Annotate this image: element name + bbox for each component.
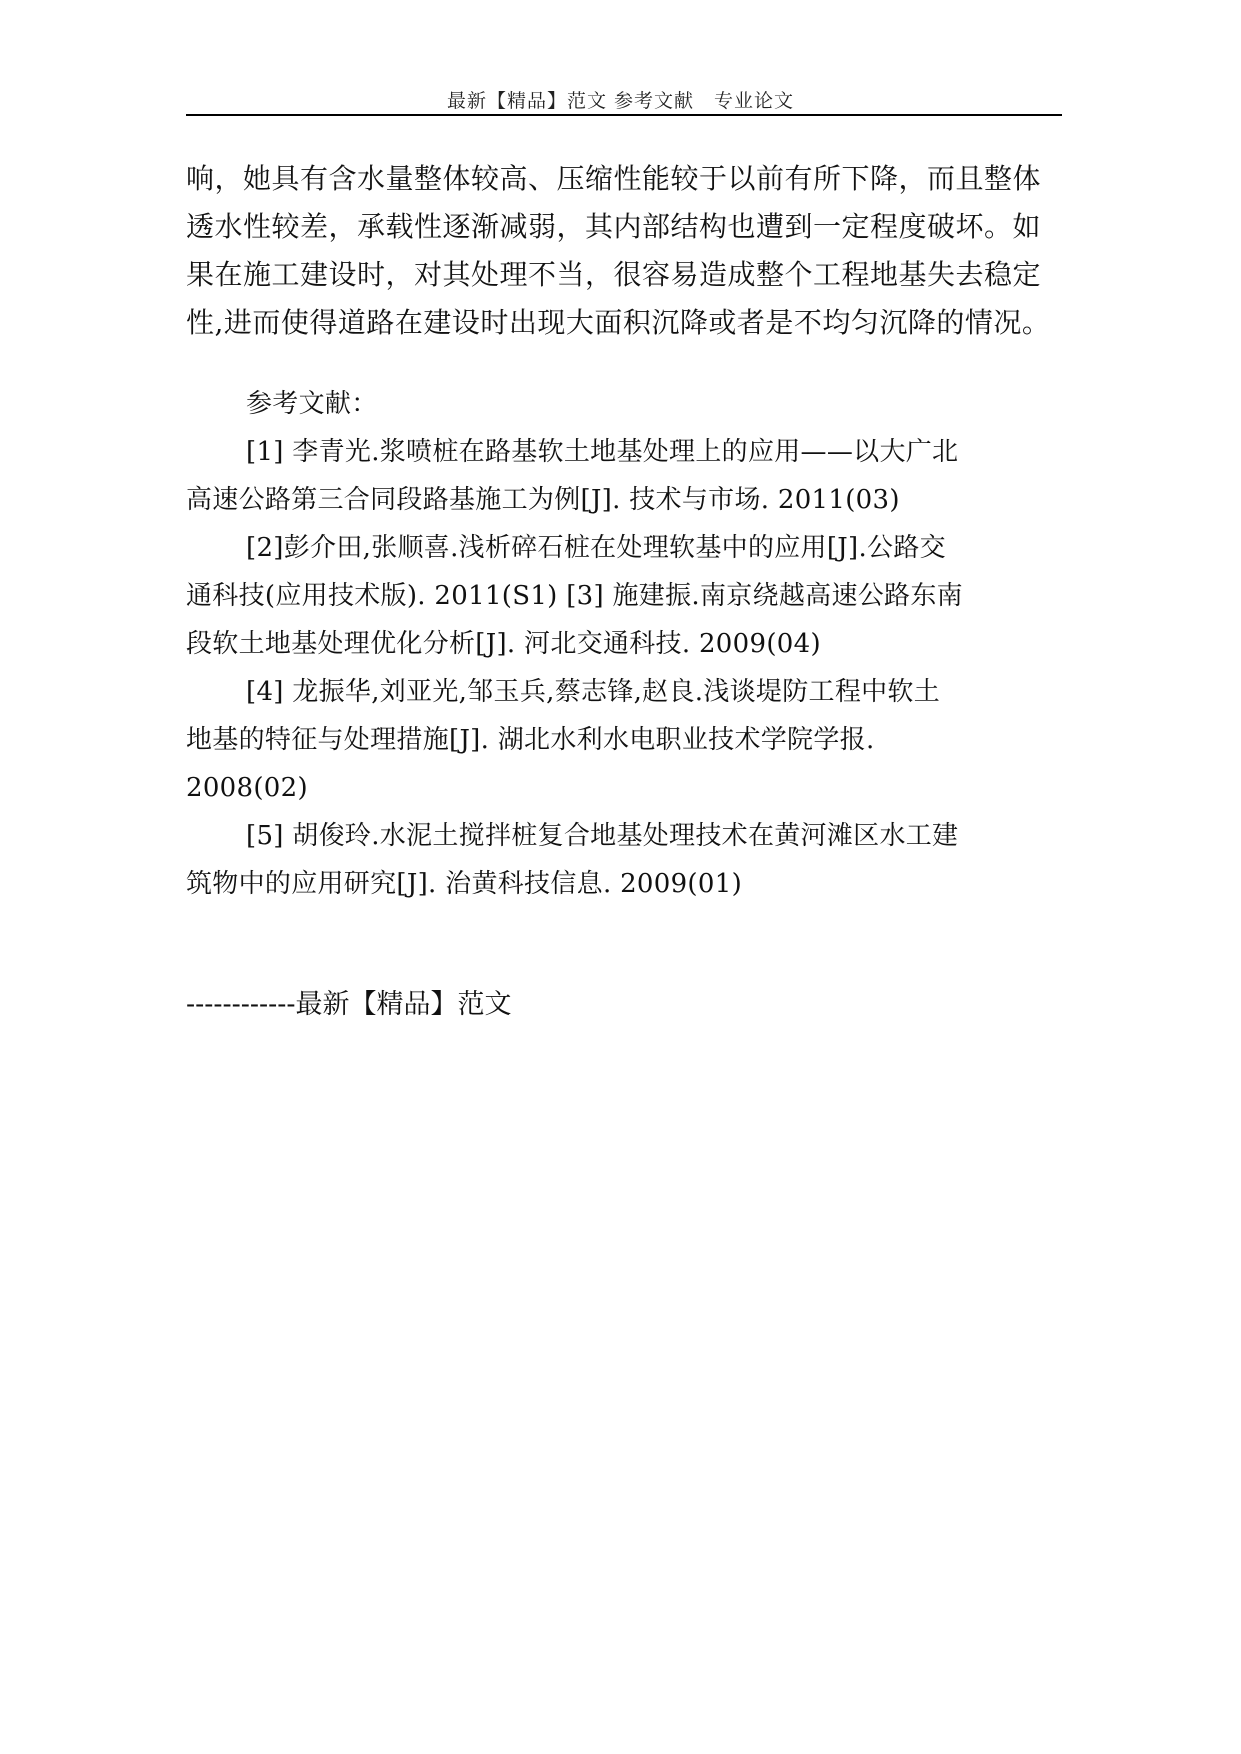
body-line: 果在施工建设时，对其处理不当，很容易造成整个工程地基失去稳定 [186,258,1042,291]
reference-line: 地基的特征与处理措施[J]. 湖北水利水电职业技术学院学报. [186,725,875,755]
reference-line: 段软土地基处理优化分析[J]. 河北交通科技. 2009(04) [186,629,821,659]
body-paragraph [186,155,1066,347]
references-heading: 参考文献： [246,389,378,419]
page-header: 最新【精品】范文 参考文献 专业论文 [446,90,795,112]
reference-line: 通科技(应用技术版). 2011(S1) [3] 施建振.南京绕越高速公路东南 [186,581,963,611]
references-section [186,380,1066,908]
reference-line: [2]彭介田,张顺喜.浅析碎石桩在处理软基中的应用[J].公路交 [246,533,946,563]
body-line: 性,进而使得道路在建设时出现大面积沉降或者是不均匀沉降的情况。 [186,306,1051,339]
body-line: 透水性较差，承载性逐渐减弱，其内部结构也遭到一定程度破坏。如 [186,210,1042,243]
reference-line: [5] 胡俊玲.水泥土搅拌桩复合地基处理技术在黄河滩区水工建 [246,821,959,851]
body-line: 响，她具有含水量整体较高、压缩性能较于以前有所下降，而且整体 [186,162,1042,195]
reference-line: [1] 李青光.浆喷桩在路基软土地基处理上的应用——以大广北 [246,437,959,467]
page-footer: ------------最新【精品】范文 [186,989,512,1020]
reference-line: [4] 龙振华,刘亚光,邹玉兵,蔡志锋,赵良.浅谈堤防工程中软土 [246,677,941,707]
reference-line: 2008(02) [186,773,308,803]
header-divider [186,114,1062,116]
reference-line: 高速公路第三合同段路基施工为例[J]. 技术与市场. 2011(03) [186,485,900,515]
reference-line: 筑物中的应用研究[J]. 治黄科技信息. 2009(01) [186,869,743,899]
